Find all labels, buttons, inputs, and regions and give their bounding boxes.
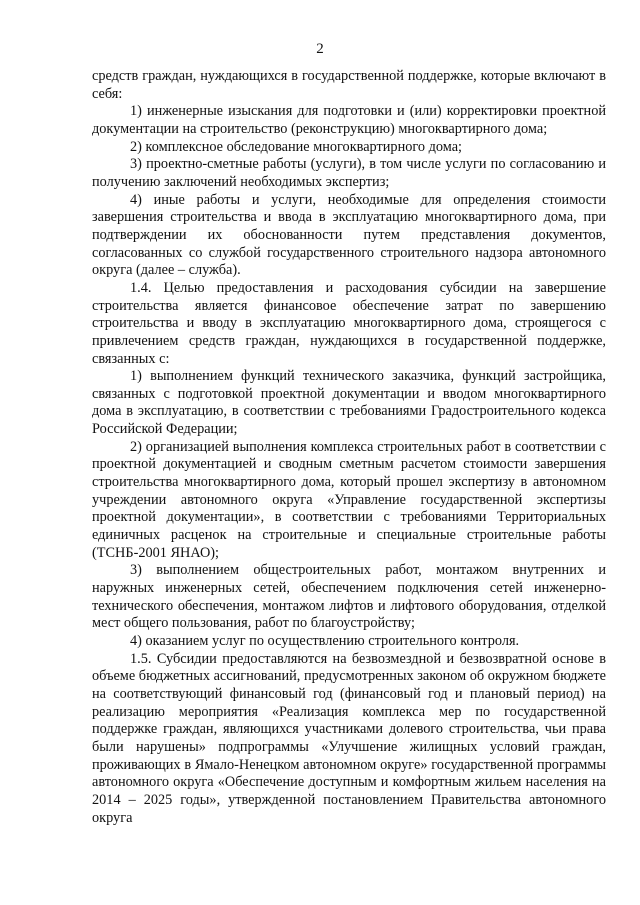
paragraph-item-4-other-works: 4) иные работы и услуги, необходимые для определения стоимости завершения строительства и ввода в эксплуатацию многоквартирного дома, при подтверждении их обоснованности путем представления документов, согласованных со службой государственного строительного надзора автономного округа (далее – служба).	[92, 191, 606, 279]
paragraph-section-1-4: 1.4. Целью предоставления и расходования субсидии на завершение строительства является финансовое обеспечение затрат по завершению строительства и вводу в эксплуатацию многоквартирного дома, строящегося с привлечением средств граждан, нуждающихся в государственной поддержке, связанных с:	[92, 279, 606, 367]
document-body	[92, 68, 606, 827]
page-number: 2	[316, 41, 324, 57]
paragraph-1-4-item-3: 3) выполнением общестроительных работ, монтажом внутренних и наружных инженерных сетей, обеспечением подключения сетей инженерно-технического обеспечения, монтажом лифтов и лифтового оборудования, отделкой мест общего пользования, работ по благоустройству;	[92, 562, 606, 632]
paragraph-item-1-surveys: 1) инженерные изыскания для подготовки и (или) корректировки проектной документации на строительство (реконструкцию) многоквартирного дома;	[92, 103, 606, 137]
paragraph-section-1-5: 1.5. Субсидии предоставляются на безвозмездной и безвозвратной основе в объеме бюджетных ассигнований, предусмотренных законом об окружном бюджете на соответствующий финансовый год (финансовый год и плановый период) на реализацию мероприятия «Реализация комплекса мер по государственной поддержке граждан, являющихся участниками долевого строительства, чьи права были нарушены» подпрограммы «Улучшение жилищных условий граждан, проживающих в Ямало-Ненецком автономном округе» государственной программы автономного округа «Обеспечение доступным и комфортным жильем населения на 2014 – 2025 годы», утвержденной постановлением Правительства автономного округа	[92, 650, 606, 826]
paragraph-intro-continuation: средств граждан, нуждающихся в государственной поддержке, которые включают в себя:	[92, 68, 606, 102]
paragraph-item-3-design-estimates: 3) проектно-сметные работы (услуги), в том числе услуги по согласованию и получению заключений необходимых экспертиз;	[92, 156, 606, 190]
paragraph-1-4-item-2: 2) организацией выполнения комплекса строительных работ в соответствии с проектной документацией и сводным сметным расчетом стоимости завершения строительства многоквартирного дома, который прошел экспертизу в автономном учреждении автономного округа «Управление государственной экспертизы проектной документации», в соответствии с требованиями Территориальных единичных расценок на строительные и специальные строительные работы (ТСНБ-2001 ЯНАО);	[92, 438, 606, 561]
paragraph-item-2-inspection: 2) комплексное обследование многоквартирного дома;	[130, 138, 463, 155]
paragraph-1-4-item-1: 1) выполнением функций технического заказчика, функций застройщика, связанных с подготовкой проектной документации и вводом многоквартирного дома в эксплуатацию, в соответствии с требованиями Градостроительного кодекса Российской Федерации;	[92, 368, 606, 438]
paragraph-1-4-item-4: 4) оказанием услуг по осуществлению строительного контроля.	[130, 633, 520, 649]
